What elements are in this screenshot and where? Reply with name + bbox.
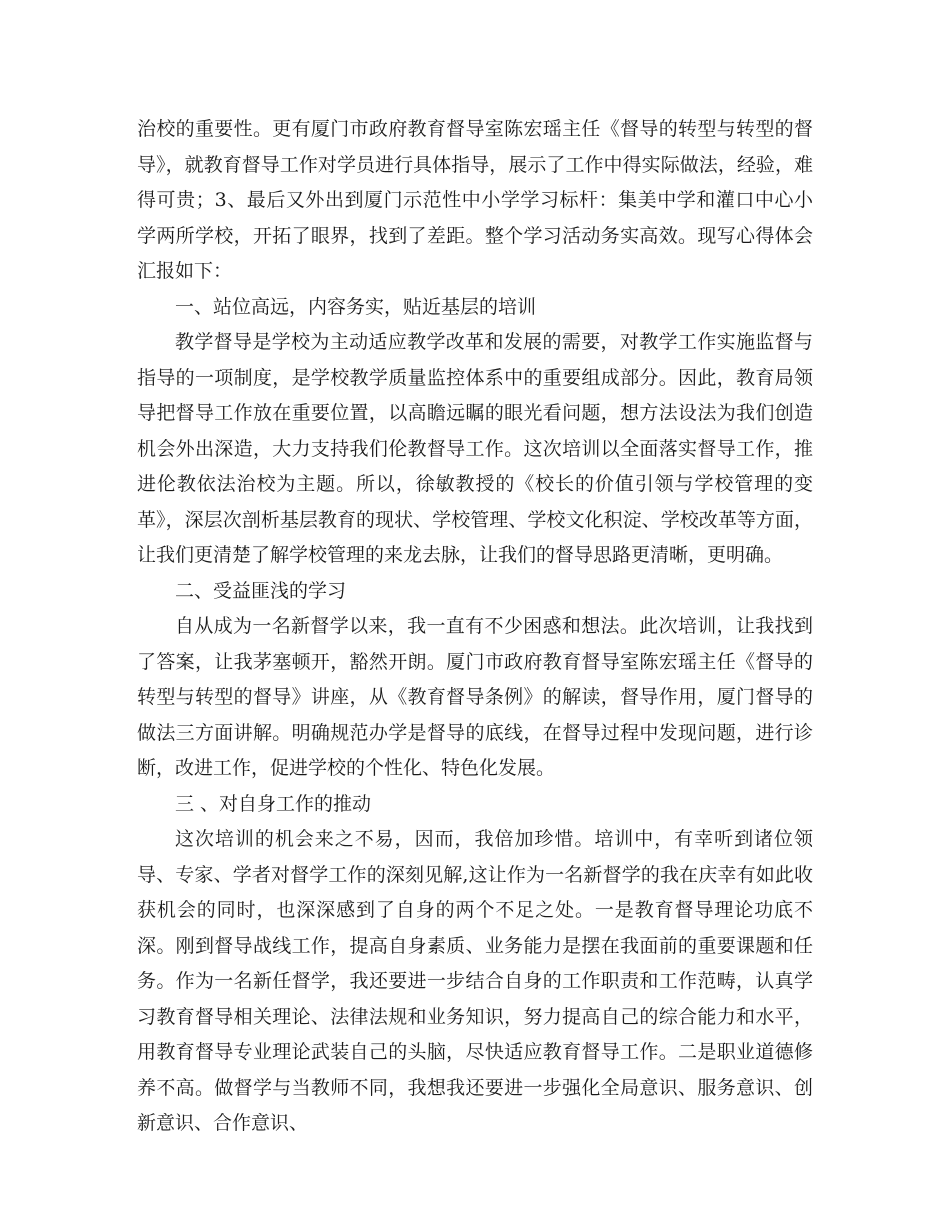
section-heading-2: 二、受益匪浅的学习 bbox=[175, 579, 347, 602]
section-heading-1: 一、站位高远，内容务实，贴近基层的培训 bbox=[175, 295, 537, 318]
paragraph-section-2: 自从成为一名新督学以来，我一直有不少困惑和想法。此次培训，让我找到了答案，让我茅塞顿开，豁然开朗。厦门市政府教育督导室陈宏瑶主任《督导的转型与转型的督导》讲座，从《教育督导条例》的解读，督导作用，厦门督导的做法三方面讲解。明确规范办学是督导的底线，在督导过程中发现问题，进行诊断，改进工作，促进学校的个性化、特色化发展。 bbox=[137, 615, 813, 779]
paragraph-section-3: 这次培训的机会来之不易，因而，我倍加珍惜。培训中，有幸听到诸位领导、专家、学者对督学工作的深刻见解,这让作为一名新督学的我在庆幸有如此收获机会的同时，也深深感到了自身的两个不足之处。一是教育督导理论功底不深。刚到督导战线工作，提高自身素质、业务能力是摆在我面前的重要课题和任务。作为一名新任督学，我还要进一步结合自身的工作职责和工作范畴，认真学习教育督导相关理论、法律法规和业务知识，努力提高自己的综合能力和水平，用教育督导专业理论武装自己的头脑，尽快适应教育督导工作。二是职业道德修养不高。做督学与当教师不同，我想我还要进一步强化全局意识、服务意识、创新意识、合作意识、 bbox=[137, 828, 813, 1134]
document-body bbox=[137, 112, 813, 1142]
paragraph-continuation: 治校的重要性。更有厦门市政府教育督导室陈宏瑶主任《督导的转型与转型的督导》，就教育督导工作对学员进行具体指导，展示了工作中得实际做法，经验，难得可贵；3、最后又外出到厦门示范性中小学学习标杆：集美中学和灌口中心小学两所学校，开拓了眼界，找到了差距。整个学习活动务实高效。现写心得体会汇报如下： bbox=[137, 118, 813, 282]
section-heading-3: 三 、对自身工作的推动 bbox=[175, 792, 372, 815]
paragraph-section-1: 教学督导是学校为主动适应教学改革和发展的需要，对教学工作实施监督与指导的一项制度，是学校教学质量监控体系中的重要组成部分。因此，教育局领导把督导工作放在重要位置，以高瞻远瞩的眼光看问题，想方法设法为我们创造机会外出深造，大力支持我们伦教督导工作。这次培训以全面落实督导工作，推进伦教依法治校为主题。所以，徐敏教授的《校长的价值引领与学校管理的变革》，深层次剖析基层教育的现状、学校管理、学校文化积淀、学校改革等方面，让我们更清楚了解学校管理的来龙去脉，让我们的督导思路更清晰，更明确。 bbox=[137, 331, 813, 566]
